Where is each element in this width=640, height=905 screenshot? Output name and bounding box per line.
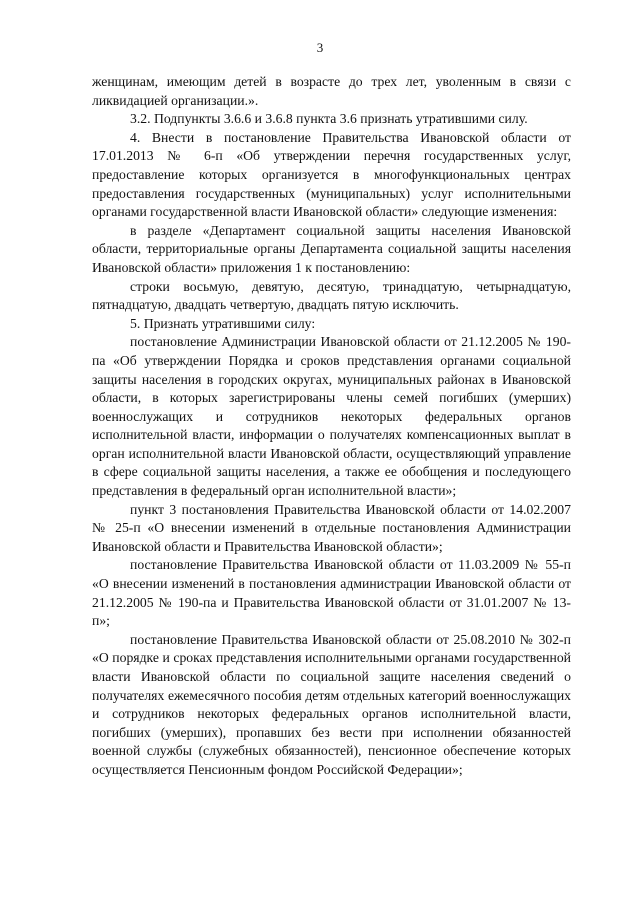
page-number: 3 bbox=[316, 40, 324, 55]
paragraph-4-section: в разделе «Департамент социальной защиты населения Ивановской области, территориальные органы Департамента социальной защиты населения Ивановской области» приложения 1 к постановлению: bbox=[92, 222, 571, 275]
paragraph-continuation: женщинам, имеющим детей в возрасте до трех лет, уволенным в связи с ликвидацией организации.». bbox=[92, 74, 571, 108]
paragraph-5-item-3: постановление Правительства Ивановской области от 11.03.2009 № 55-п «О внесении изменений в постановления администрации Ивановской области от 21.12.2005 № 190-па и Правительства Ивановской области от 31.01.2007 № 13-п»; bbox=[92, 557, 571, 629]
document-body bbox=[92, 73, 571, 780]
paragraph-4-rows: строки восьмую, девятую, десятую, тринадцатую, четырнадцатую, пятнадцатую, двадцать четвертую, двадцать пятую исключить. bbox=[92, 278, 571, 313]
paragraph-4: 4. Внести в постановление Правительства Ивановской области от 17.01.2013 № 6-п «Об утверждении перечня государственных услуг, предоставление которых организуется в многофункциональных центрах предоставления государственных (муниципальных) услуг исполнительными органами государственной власти Ивановской области» следующие изменения: bbox=[92, 129, 571, 220]
paragraph-3-2: 3.2. Подпункты 3.6.6 и 3.6.8 пункта 3.6 признать утратившими силу. bbox=[130, 111, 528, 127]
paragraph-5-item-1: постановление Администрации Ивановской области от 21.12.2005 № 190-па «Об утверждении Порядка и сроков представления органами социальной защиты населения в городских округах, муниципальных районах в Ивановской области, в которых зарегистрированы члены семей погибших (умерших) военнослужащих и сотрудников некоторых федеральных органов исполнительной власти, информации о получателях компенсационных выплат в орган исполнительной власти Ивановской области, осуществляющий управление в сфере социальной защиты населения, а также ее обобщения и последующего представления в федеральный орган исполнительной власти»; bbox=[92, 334, 571, 499]
paragraph-5-item-4: постановление Правительства Ивановской области от 25.08.2010 № 302-п «О порядке и сроках представления исполнительными органами государственной власти Ивановской области по социальной защите населения сведений о получателях ежемесячного пособия детям отдельных категорий военнослужащих и сотрудников некоторых федеральных органов исполнительной власти, погибших (умерших), пропавших без вести при исполнении обязанностей военной службы (служебных обязанностей), пенсионное обеспечение которых осуществляется Пенсионным фондом Российской Федерации»; bbox=[92, 631, 571, 777]
paragraph-5: 5. Признать утратившими силу: bbox=[130, 315, 316, 331]
paragraph-5-item-2: пункт 3 постановления Правительства Ивановской области от 14.02.2007 № 25-п «О внесении изменений в отдельные постановления Администрации Ивановской области и Правительства Ивановской области»; bbox=[92, 501, 571, 554]
